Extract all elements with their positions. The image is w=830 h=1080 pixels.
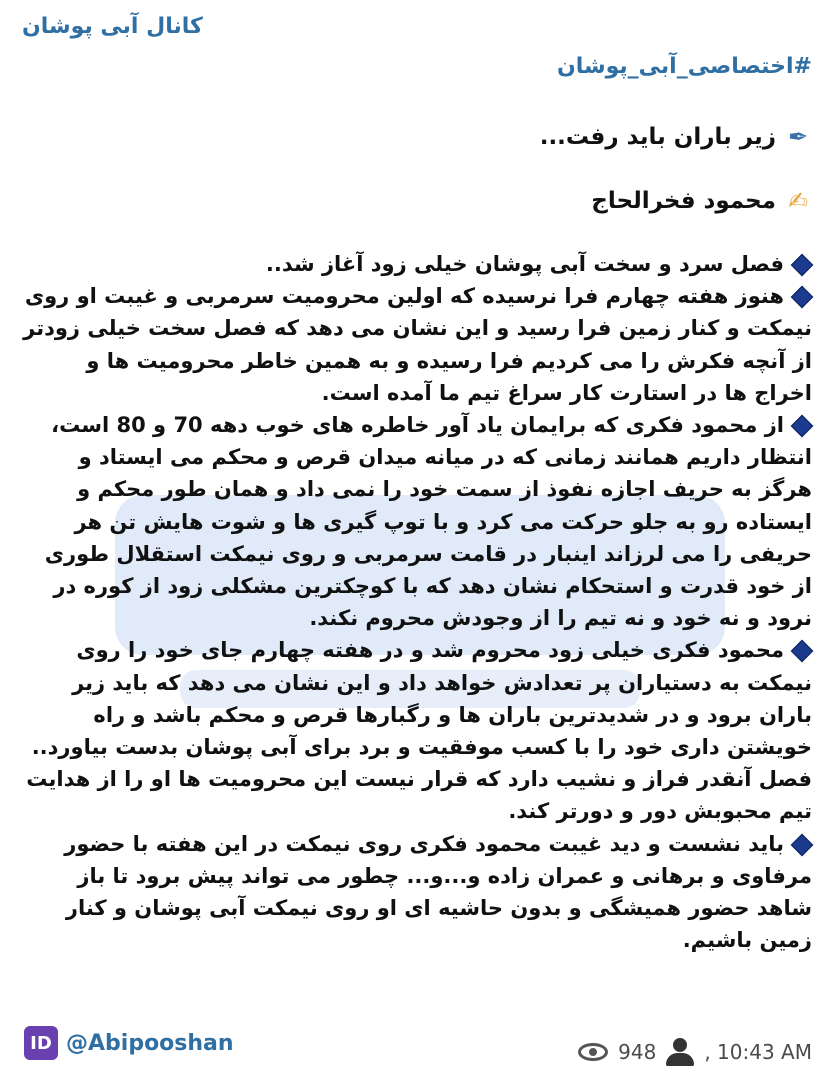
headline: [22, 120, 812, 154]
message-meta: [578, 1038, 812, 1066]
paragraph-text: هنوز هفته چهارم فرا نرسیده که اولین محرومیت سرمربی و غیبت او روی نیمکت و کنار زمین فرا رسید و این نشان می دهد که فصل سخت خیلی زودتر از آنچه فکرش را می کردیم فرا رسیده و به همین خاطر محرومیت ها و اخراج ها در استارت کار سراغ تیم ما آمده است.: [23, 284, 812, 405]
user-icon: [666, 1038, 694, 1066]
paragraph-3: [22, 409, 812, 634]
channel-handle: @Abipooshan: [66, 1030, 234, 1056]
message-body: [22, 110, 812, 956]
message-time: , 10:43 AM: [704, 1040, 812, 1064]
paragraph-list: [22, 248, 812, 956]
paragraph-text: باید نشست و دید غیبت محمود فکری روی نیمکت در این هفته با حضور مرفاوی و برهانی و عمران زاده و...و... چطور می تواند پیش برود تا باز شاهد حضور همیشگی و بدون حاشیه ای او روی نیمکت آبی پوشان و کنار زمین باشیم.: [64, 831, 812, 953]
diamond-bullet-icon: [791, 286, 814, 309]
headline-text: زیر باران باید رفت...: [539, 124, 776, 150]
message-footer: [0, 1022, 830, 1080]
id-icon: ID: [24, 1026, 58, 1060]
paragraph-1: [22, 248, 812, 280]
paragraph-5: [22, 828, 812, 957]
diamond-bullet-icon: [791, 254, 814, 277]
hashtag-link[interactable]: #اختصاصی_آبی_پوشان: [556, 54, 812, 79]
diamond-bullet-icon: [791, 640, 814, 663]
writing-hand-icon: ✍: [787, 187, 809, 215]
author-line: [22, 184, 812, 218]
paragraph-text: فصل سرد و سخت آبی پوشان خیلی زود آغاز شد..: [265, 252, 784, 276]
channel-title[interactable]: کانال آبی پوشان: [22, 14, 203, 39]
paragraph-text: محمود فکری خیلی زود محروم شد و در هفته چهارم جای خود را روی نیمکت به دستیاران پر تعدادش خواهد داد و این نشان می دهد که باید زیر باران برود و در شدیدترین باران ها و رگبارها قرص و محکم باشد و راه خویشتن داری خود را با کسب موفقیت و برد برای آبی پوشان بدست بیاورد.. فصل آنقدر فراز و نشیب دارد که قرار نیست این محرومیت ها او را از هدایت تیم محبوبش دور و دورتر کند.: [26, 638, 812, 824]
channel-handle-link[interactable]: [24, 1026, 234, 1060]
diamond-bullet-icon: [791, 415, 814, 438]
eye-icon: [578, 1043, 608, 1061]
paragraph-4: [22, 634, 812, 827]
author-name: محمود فخرالحاج: [591, 188, 776, 214]
diamond-bullet-icon: [791, 833, 814, 856]
view-count: 948: [618, 1040, 657, 1064]
paragraph-text: از محمود فکری که برایمان یاد آور خاطره های خوب دهه 70 و 80 است، انتظار داریم همانند زمانی که در میانه میدان قرص و محکم می ایستاد و هرگز به حریف اجازه نفوذ از سمت خود را نمی داد و همان طور محکم و ایستاده رو به جلو حرکت می کرد و با توپ گیری ها و شوت هایش تن هر حریفی را می لرزاند اینبار در قامت سرمربی و روی نیمکت استقلال طوری از خود قدرت و استحکام نشان دهد که با کوچکترین مشکلی زود از کوره در نرود و نه خود و نه تیم را از وجودش محروم نکند.: [44, 413, 812, 631]
pen-icon: ✒: [787, 123, 809, 151]
paragraph-2: [22, 280, 812, 409]
